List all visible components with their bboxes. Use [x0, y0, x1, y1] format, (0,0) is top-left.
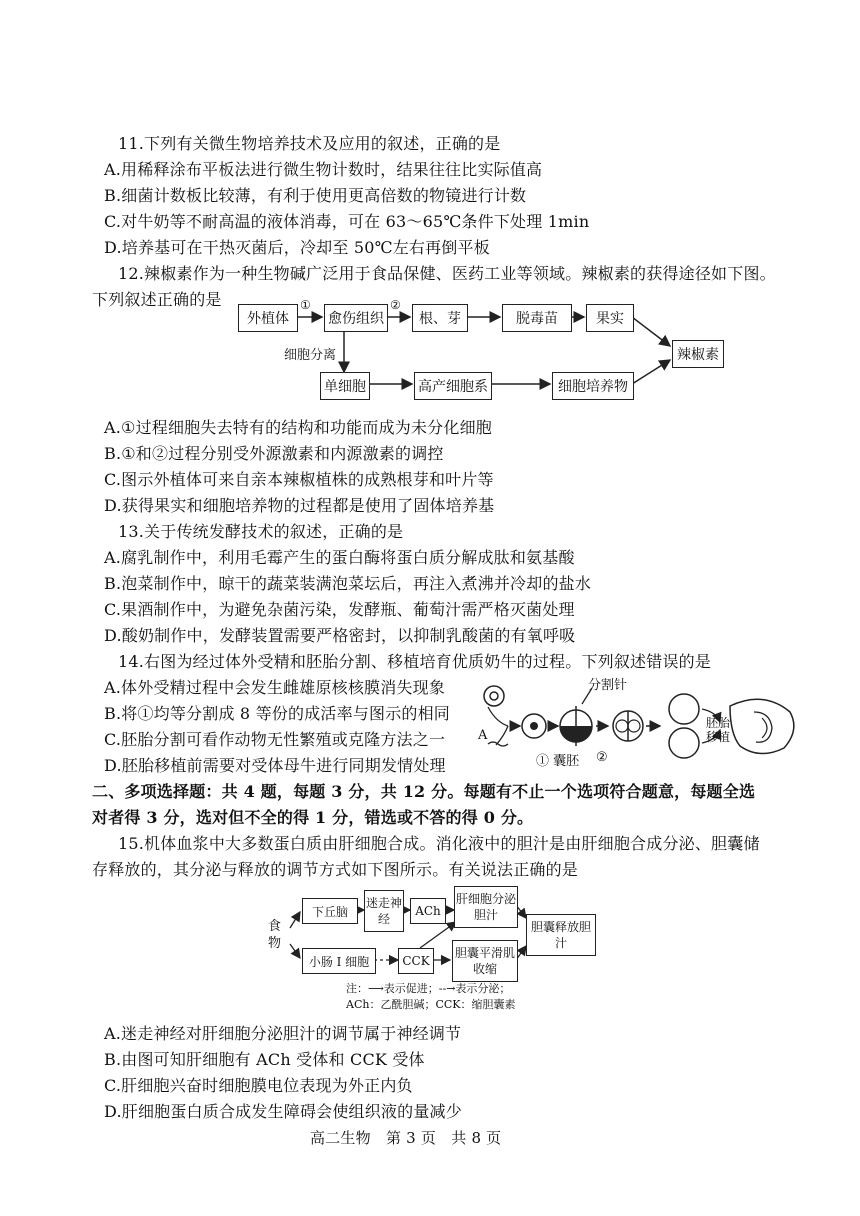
- node-single-cell: 单细胞: [320, 372, 370, 400]
- q12-stem-line1: 12.辣椒素作为一种生物碱广泛用于食品保健、医药工业等领域。辣椒素的获得途径如下图。: [118, 264, 776, 283]
- section2-line2: 对者得 3 分，选对但不全的得 1 分，错选或不答的得 0 分。: [92, 808, 534, 827]
- q12-option-a: A.①过程细胞失去特有的结构和功能而成为未分化细胞: [104, 418, 492, 437]
- q11-option-a: A.用稀释涂布平板法进行微生物计数时，结果往往比实际值高: [104, 160, 543, 179]
- node-high-yield: 高产细胞系: [414, 372, 492, 400]
- q15-option-a: A.迷走神经对肝细胞分泌胆汁的调节属于神经调节: [104, 1024, 462, 1043]
- node-capsaicin: 辣椒素: [672, 340, 724, 368]
- q15-food: 食物: [268, 919, 282, 951]
- q11-option-b: B.细菌计数板比较薄，有利于使用更高倍数的物镜进行计数: [104, 186, 527, 205]
- q14-option-d: D.胚胎移植前需要对受体母牛进行同期发情处理: [104, 756, 446, 775]
- q15-stem-line1: 15.机体血浆中大多数蛋白质由肝细胞合成。消化液中的胆汁是由肝细胞合成分泌、胆囊储: [118, 834, 760, 853]
- q13-stem: 13.关于传统发酵技术的叙述，正确的是: [118, 522, 404, 541]
- node-callus: 愈伤组织: [324, 304, 388, 332]
- section2-line1: 二、多项选择题：共 4 题，每题 3 分，共 12 分。每题有不止一个选项符合题意，每题全选: [92, 782, 756, 801]
- q15-node-liver-secrete: 肝细胞分泌胆汁: [454, 886, 518, 928]
- q12-option-d: D.获得果实和细胞培养物的过程都是使用了固体培养基: [104, 496, 495, 515]
- q12-option-b: B.①和②过程分别受外源激素和内源激素的调控: [104, 444, 444, 463]
- q15-stem-line2: 存释放的，其分泌与释放的调节方式如下图所示。有关说法正确的是: [92, 860, 579, 879]
- label-step1: ①: [300, 298, 311, 312]
- q14-label-blastocyst: ① 囊胚: [536, 754, 580, 769]
- q14-label-transfer: 胚胎移植: [706, 716, 731, 744]
- q12-stem-line2: 下列叙述正确的是: [92, 290, 222, 309]
- q15-option-c: C.肝细胞兴奋时细胞膜电位表现为外正内负: [104, 1076, 413, 1095]
- q14-embryo-figure: [484, 686, 794, 758]
- q15-note2: ACh：乙酰胆碱；CCK：缩胆囊素: [346, 998, 516, 1011]
- q14-stem: 14.右图为经过体外受精和胚胎分割、移植培育优质奶牛的过程。下列叙述错误的是: [118, 652, 712, 671]
- q14-label-cutter: 分割针: [588, 678, 628, 693]
- q14-option-b: B.将①均等分割成 8 等份的成活率与图示的相同: [104, 704, 450, 723]
- q13-option-d: D.酸奶制作中，发酵装置需要严格密封，以抑制乳酸菌的有氧呼吸: [104, 626, 576, 645]
- node-root-bud: 根、芽: [412, 304, 468, 332]
- q15-node-smooth-muscle: 胆囊平滑肌收缩: [452, 940, 518, 982]
- q15-option-d: D.肝细胞蛋白质合成发生障碍会使组织液的量减少: [104, 1102, 462, 1121]
- q12-option-c: C.图示外植体可来自亲本辣椒植株的成熟根芽和叶片等: [104, 470, 494, 489]
- q13-option-b: B.泡菜制作中，晾干的蔬菜装满泡菜坛后，再注入煮沸并冷却的盐水: [104, 574, 592, 593]
- node-virus-free: 脱毒苗: [502, 304, 572, 332]
- q11-stem: 11.下列有关微生物培养技术及应用的叙述，正确的是: [118, 134, 501, 153]
- q15-note1: 注：⟶表示促进；--→表示分泌；: [346, 982, 511, 995]
- q11-option-d: D.培养基可在干热灭菌后，冷却至 50℃左右再倒平板: [104, 238, 490, 257]
- node-fruit: 果实: [586, 304, 634, 332]
- q15-node-vagus: 迷走神经: [364, 890, 404, 932]
- q13-option-c: C.果酒制作中，为避免杂菌污染，发酵瓶、葡萄汁需严格灭菌处理: [104, 600, 575, 619]
- q14-option-c: C.胚胎分割可看作动物无性繁殖或克隆方法之一: [104, 730, 446, 749]
- q15-node-gallbladder: 胆囊释放胆汁: [526, 914, 596, 956]
- q15-node-intestine: 小肠 I 细胞: [302, 948, 376, 974]
- node-cell-culture: 细胞培养物: [552, 372, 634, 400]
- q11-option-c: C.对牛奶等不耐高温的液体消毒，可在 63～65℃条件下处理 1min: [104, 212, 590, 231]
- q14-label-a: A: [478, 728, 488, 743]
- label-cell-separation: 细胞分离: [284, 348, 337, 363]
- q15-node-hypothalamus: 下丘脑: [302, 898, 358, 924]
- node-explant: 外植体: [238, 304, 298, 332]
- label-step2: ②: [390, 298, 401, 312]
- q15-node-cck: CCK: [398, 948, 434, 974]
- q13-option-a: A.腐乳制作中，利用毛霉产生的蛋白酶将蛋白质分解成肽和氨基酸: [104, 548, 575, 567]
- q14-label-two: ②: [596, 750, 608, 765]
- q14-option-a: A.体外受精过程中会发生雌雄原核核膜消失现象: [104, 678, 446, 697]
- page-footer: 高二生物 第 3 页 共 8 页: [310, 1129, 502, 1147]
- q15-option-b: B.由图可知肝细胞有 ACh 受体和 CCK 受体: [104, 1050, 425, 1069]
- q15-node-ach: ACh: [410, 898, 446, 924]
